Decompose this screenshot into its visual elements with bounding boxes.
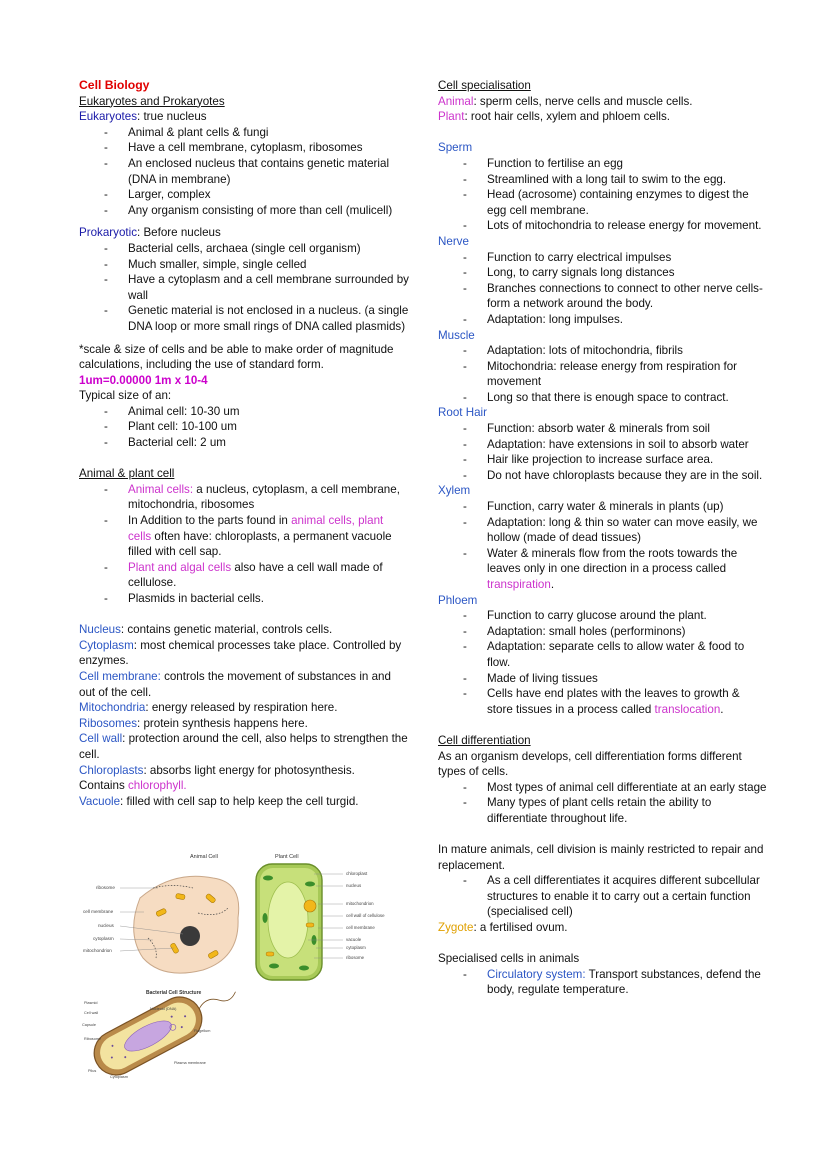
list-item: - As a cell differentiates it acquires different subcellular structures to enable it to carry out a certain function (specialised cell) xyxy=(438,873,768,920)
list-item: - Much smaller, simple, single celled xyxy=(79,257,409,273)
plant-label: chloroplast xyxy=(346,871,368,876)
list-item: - Adaptation: long & thin so water can move easily, we hollow (made of dead tissues) xyxy=(438,515,768,546)
list-item: - Plant cell: 10-100 um xyxy=(79,419,409,435)
list-item: - Lots of mitochondria to release energy for movement. xyxy=(438,218,768,234)
heading-sperm: Sperm xyxy=(438,141,473,155)
plant-vacuole xyxy=(268,882,308,958)
list-item: - Animal cell: 10-30 um xyxy=(79,404,409,420)
typical-size-heading: Typical size of an: xyxy=(79,389,172,403)
list-item: - Streamlined with a long tail to swim to the egg. xyxy=(438,172,768,188)
bacterial-label: Cytoplasm xyxy=(110,1075,128,1079)
phloem-list xyxy=(438,608,768,717)
organelle-chloroplasts: Chloroplasts: absorbs light energy for photosynthesis. xyxy=(79,763,355,777)
heading-muscle: Muscle xyxy=(438,328,475,342)
section-heading-cell-specialisation: Cell specialisation xyxy=(438,79,531,92)
list-item: - Any organism consisting of more than cell (mulicell) xyxy=(79,203,409,219)
heading-root-hair: Root Hair xyxy=(438,406,487,420)
list-item: - Plasmids in bacterial cells. xyxy=(79,591,409,607)
animal-plant-list xyxy=(79,482,409,607)
plant-label: ribosome xyxy=(346,955,365,960)
plant-cell-title: Plant Cell xyxy=(275,854,299,860)
specialised-cells-list xyxy=(438,967,768,998)
list-item: - Animal cells: a nucleus, cytoplasm, a cell membrane, mitochondria, ribosomes xyxy=(79,482,409,513)
heading-nerve: Nerve xyxy=(438,234,469,248)
list-item: - Mitochondria: release energy from respiration for movement xyxy=(438,359,768,390)
list-item: - Most types of animal cell differentiate at an early stage xyxy=(438,780,768,796)
list-item: - Adaptation: lots of mitochondria, fibrils xyxy=(438,343,768,359)
list-item: - Long so that there is enough space to contract. xyxy=(438,390,768,406)
xylem-list xyxy=(438,499,768,593)
list-item: - Larger, complex xyxy=(79,187,409,203)
organelle-vacuole: Vacuole: filled with cell sap to help keep the cell turgid. xyxy=(79,794,359,808)
bacterial-cell xyxy=(86,971,244,1083)
left-column xyxy=(79,78,409,809)
sperm-list xyxy=(438,156,768,234)
list-item: - Do not have chloroplasts because they are in the soil. xyxy=(438,468,768,484)
root-hair-list xyxy=(438,421,768,483)
list-item: - Hair like projection to increase surface area. xyxy=(438,452,768,468)
list-item: - Adaptation: small holes (performinons) xyxy=(438,624,768,640)
differentiation-list xyxy=(438,780,768,827)
animal-cell-title: Animal Cell xyxy=(190,854,218,860)
muscle-list xyxy=(438,343,768,405)
bacterial-label: Plasma membrane xyxy=(174,1061,206,1065)
list-item: - Bacterial cell: 2 um xyxy=(79,435,409,451)
list-item: - In Addition to the parts found in animal cells, plant cells often have: chloroplasts, a permanent vacuole filled with cell sap. xyxy=(79,513,409,560)
section-heading-animal-plant-cell: Animal & plant cell xyxy=(79,467,175,481)
list-item: - An enclosed nucleus that contains genetic material (DNA in membrane) xyxy=(79,156,409,187)
organelle-cytoplasm: Cytoplasm: most chemical processes take place. Controlled by enzymes. xyxy=(79,638,402,668)
list-item: - Function, carry water & minerals in plants (up) xyxy=(438,499,768,515)
plant-label: cytoplasm xyxy=(346,945,366,950)
plant-nucleus xyxy=(304,900,316,912)
specialised-cells-heading: Specialised cells in animals xyxy=(438,952,580,966)
bacterial-label: Pilus xyxy=(88,1069,97,1073)
section-heading-cell-differentiation: Cell differentiation xyxy=(438,733,531,747)
list-item: - Bacterial cells, archaea (single cell organism) xyxy=(79,241,409,257)
animal-label: nucleus xyxy=(98,923,114,928)
list-item: - Many types of plant cells retain the ability to differentiate throughout life. xyxy=(438,795,768,826)
list-item: - Function: absorb water & minerals from soil xyxy=(438,421,768,437)
chlorophyll-line: Contains chlorophyll. xyxy=(79,779,187,793)
plant-label: cell membrane xyxy=(346,925,375,930)
list-item: - Long, to carry signals long distances xyxy=(438,265,768,281)
cell-diagrams xyxy=(78,848,418,1088)
scale-note: *scale & size of cells and be able to make order of magnitude calculations, including the use of standard form. xyxy=(79,342,394,372)
prokaryotic-list xyxy=(79,241,409,335)
organelle-cell-membrane: Cell membrane: controls the movement of substances in and out of the cell. xyxy=(79,669,391,699)
prokaryotic-definition: Prokaryotic: Before nucleus xyxy=(79,226,221,240)
section-heading-eukaryotes-prokaryotes: Eukaryotes and Prokaryotes xyxy=(79,94,225,108)
list-item: - Circulatory system: Transport substances, defend the body, regulate temperature. xyxy=(438,967,768,998)
eukaryotes-definition: Eukaryotes: true nucleus xyxy=(79,110,207,124)
mature-animals-text: In mature animals, cell division is mainly restricted to repair and replacement. xyxy=(438,843,764,872)
animal-label: mitochondrion xyxy=(83,948,112,953)
zygote-definition: Zygote: a fertilised ovum. xyxy=(438,921,568,935)
organelle-cell-wall: Cell wall: protection around the cell, also helps to strengthen the cell. xyxy=(79,732,408,761)
plant-label: nucleus xyxy=(346,883,362,888)
bacterial-cell-title: Bacterial Cell Structure xyxy=(146,990,202,996)
bacterial-label: Capsule xyxy=(82,1023,96,1027)
list-item: - Plant and algal cells also have a cell wall made of cellulose. xyxy=(79,560,409,591)
specialisation-plant: Plant: root hair cells, xylem and phloem cells. xyxy=(438,110,670,124)
unit-note: 1um=0.00000 1m x 10-4 xyxy=(79,373,208,387)
list-item: - Have a cytoplasm and a cell membrane surrounded by wall xyxy=(79,272,409,303)
animal-cell-nucleus xyxy=(180,926,200,946)
animal-label: cell membrane xyxy=(83,909,114,914)
heading-phloem: Phloem xyxy=(438,593,478,607)
list-item: - Head (acrosome) containing enzymes to digest the egg cell membrane. xyxy=(438,187,768,218)
plant-label: mitochondrion xyxy=(346,901,374,906)
nerve-list xyxy=(438,250,768,328)
page-title: Cell Biology xyxy=(79,78,150,92)
right-column xyxy=(438,78,768,998)
plant-label: cell wall of cellulose xyxy=(346,913,385,918)
list-item: - Function to carry electrical impulses xyxy=(438,250,768,266)
eukaryotes-list xyxy=(79,125,409,219)
list-item: - Animal & plant cells & fungi xyxy=(79,125,409,141)
bacterial-label: Cell wall xyxy=(84,1011,99,1015)
differentiation-intro: As an organism develops, cell differentiation forms different types of cells. xyxy=(438,749,742,779)
animal-label: cytoplasm xyxy=(93,936,114,941)
bacterial-label: Nucleoid (DNA) xyxy=(150,1007,177,1011)
organelle-ribosomes: Ribosomes: protein synthesis happens here. xyxy=(79,716,308,730)
list-item: - Adaptation: long impulses. xyxy=(438,312,768,328)
plant-label: vacuole xyxy=(346,937,362,942)
animal-label: ribosome xyxy=(96,885,115,890)
bacterial-label: Ribosome xyxy=(84,1037,102,1041)
list-item: - Water & minerals flow from the roots towards the leaves only in one direction in a process called transpiration. xyxy=(438,546,768,593)
list-item: - Branches connections to connect to other nerve cells- form a network around the body. xyxy=(438,281,768,312)
mature-list xyxy=(438,873,768,920)
list-item: - Cells have end plates with the leaves to growth & store tissues in a process called translocation. xyxy=(438,686,768,717)
list-item: - Adaptation: separate cells to allow water & food to flow. xyxy=(438,639,768,670)
bacterial-label: Plasmid xyxy=(84,1001,98,1005)
bacterial-label: Flagellum xyxy=(194,1029,211,1033)
heading-xylem: Xylem xyxy=(438,484,471,498)
list-item: - Made of living tissues xyxy=(438,671,768,687)
animal-cell-membrane xyxy=(134,876,239,973)
specialisation-animal: Animal: sperm cells, nerve cells and muscle cells. xyxy=(438,94,693,108)
list-item: - Have a cell membrane, cytoplasm, ribosomes xyxy=(79,140,409,156)
organelle-mitochondria: Mitochondria: energy released by respiration here. xyxy=(79,701,338,715)
cell-size-list xyxy=(79,404,409,451)
list-item: - Genetic material is not enclosed in a nucleus. (a single DNA loop or more small rings of DNA called plasmids) xyxy=(79,303,409,334)
list-item: - Adaptation: have extensions in soil to absorb water xyxy=(438,437,768,453)
list-item: - Function to carry glucose around the plant. xyxy=(438,608,768,624)
organelle-nucleus: Nucleus: contains genetic material, controls cells. xyxy=(79,623,333,637)
list-item: - Function to fertilise an egg xyxy=(438,156,768,172)
